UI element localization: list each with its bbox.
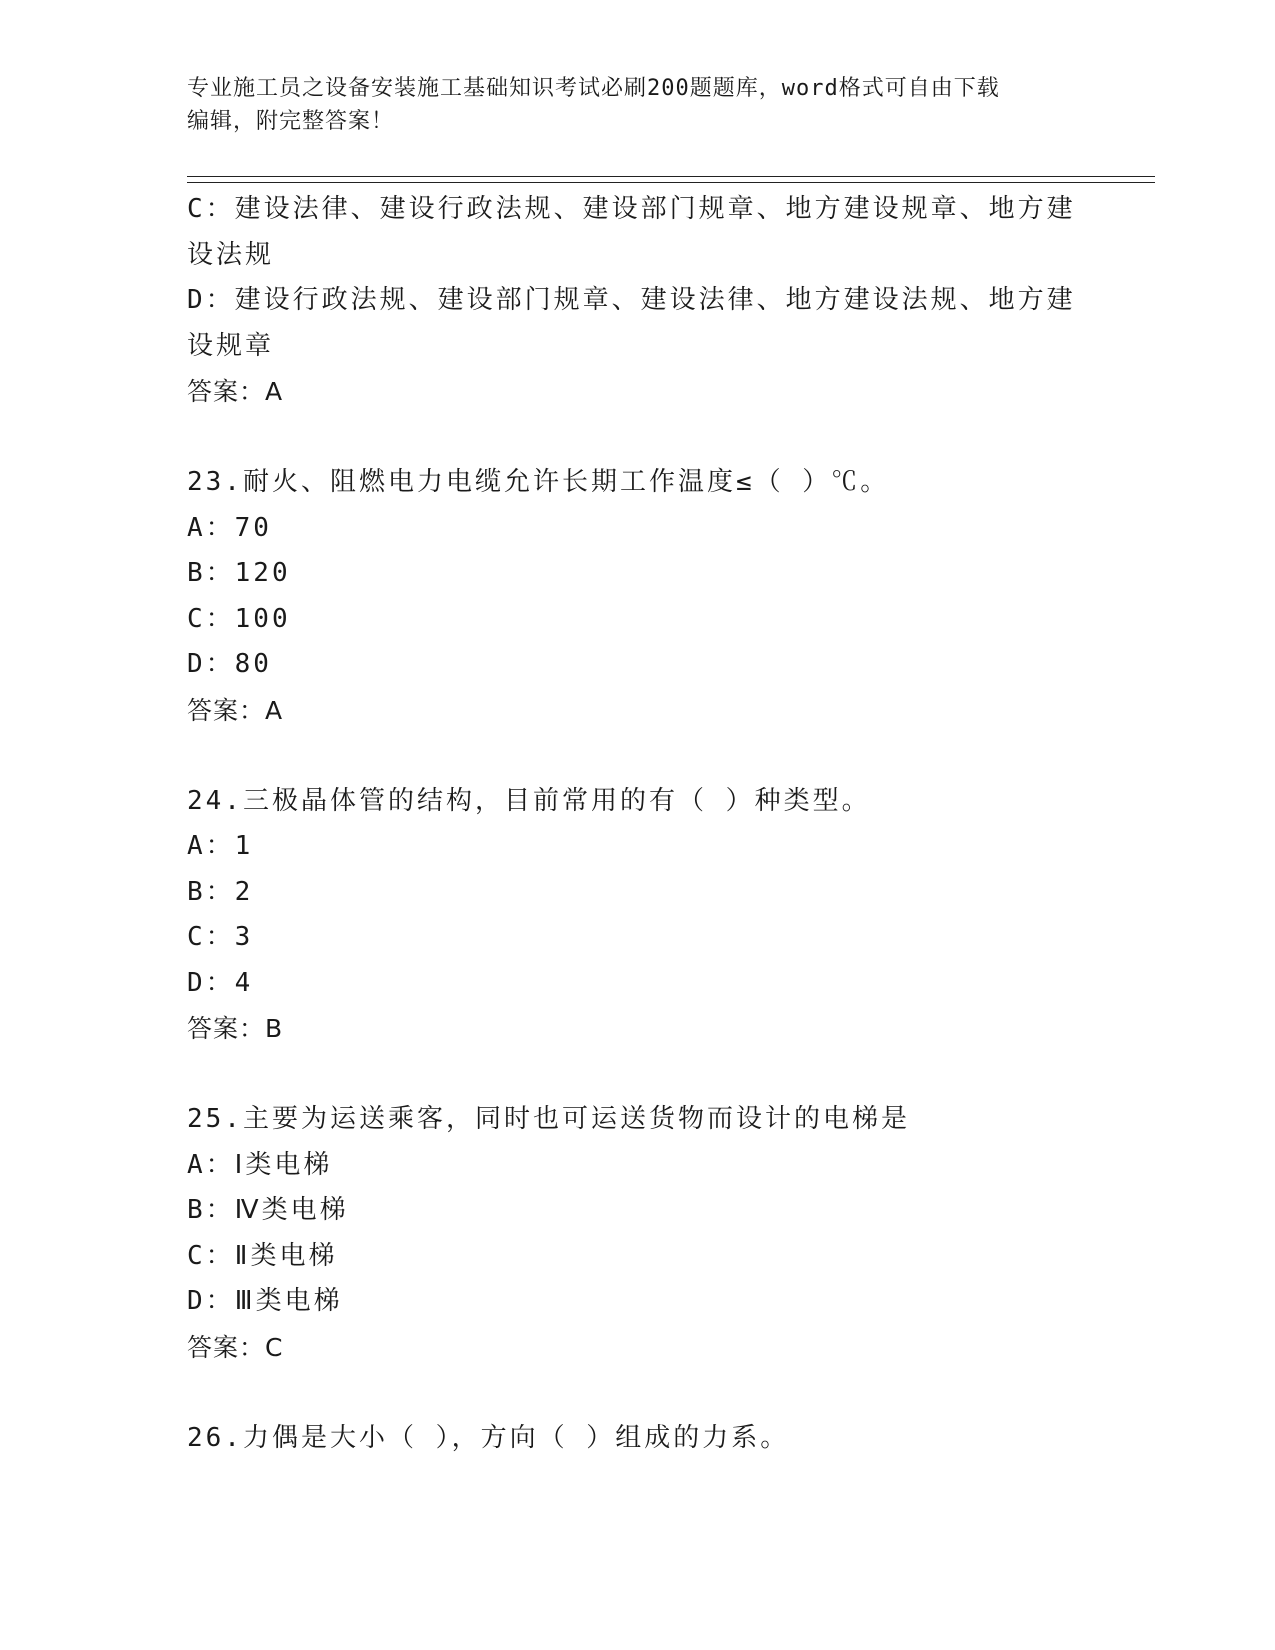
document-header xyxy=(187,72,1067,138)
option-d-line-2: 设规章 xyxy=(187,330,275,361)
question-25 xyxy=(187,1097,1087,1370)
header-divider-top xyxy=(187,176,1155,177)
answer-22: 答案：A xyxy=(187,377,284,406)
option-c-line-2: 设法规 xyxy=(187,239,275,270)
answer-23: 答案：A xyxy=(187,695,284,725)
question-text: 24.三极晶体管的结构，目前常用的有（ ）种类型。 xyxy=(187,785,871,816)
question-23 xyxy=(187,460,1087,733)
spacer xyxy=(187,1370,1087,1416)
question-text: 26.力偶是大小（ ），方向（ ）组成的力系。 xyxy=(187,1422,790,1453)
question-text: 25.主要为运送乘客，同时也可运送货物而设计的电梯是 xyxy=(187,1104,910,1134)
question-26 xyxy=(187,1416,1087,1462)
header-divider-bottom xyxy=(187,182,1155,183)
option-d-line-1: D：建设行政法规、建设部门规章、建设法律、地方建设法规、地方建 xyxy=(187,285,1076,315)
option-a: A：Ⅰ类电梯 xyxy=(187,1149,333,1180)
option-b: B：Ⅳ类电梯 xyxy=(187,1195,349,1225)
option-d: D：80 xyxy=(187,649,272,679)
question-22-continued xyxy=(187,187,1087,415)
header-line-1: 专业施工员之设备安装施工基础知识考试必刷200题题库，word格式可自由下载 xyxy=(187,76,1000,101)
option-c: C：100 xyxy=(187,603,291,634)
option-d: D：4 xyxy=(187,967,254,998)
question-24 xyxy=(187,779,1087,1052)
option-c: C：3 xyxy=(187,922,254,952)
option-c-line-1: C：建设法律、建设行政法规、建设部门规章、地方建设规章、地方建 xyxy=(187,194,1076,224)
answer-24: 答案：B xyxy=(187,1014,284,1043)
question-list xyxy=(187,187,1087,1461)
spacer xyxy=(187,415,1087,461)
option-b: B：2 xyxy=(187,876,254,907)
option-a: A：1 xyxy=(187,831,254,861)
option-a: A：70 xyxy=(187,512,272,543)
answer-25: 答案：C xyxy=(187,1332,284,1362)
option-c: C：Ⅱ类电梯 xyxy=(187,1240,338,1271)
option-b: B：120 xyxy=(187,558,291,588)
spacer xyxy=(187,733,1087,779)
question-text: 23.耐火、阻燃电力电缆允许长期工作温度≤（ ）℃。 xyxy=(187,467,890,497)
option-d: D：Ⅲ类电梯 xyxy=(187,1286,343,1316)
header-line-2: 编辑，附完整答案！ xyxy=(187,109,395,134)
spacer xyxy=(187,1052,1087,1098)
